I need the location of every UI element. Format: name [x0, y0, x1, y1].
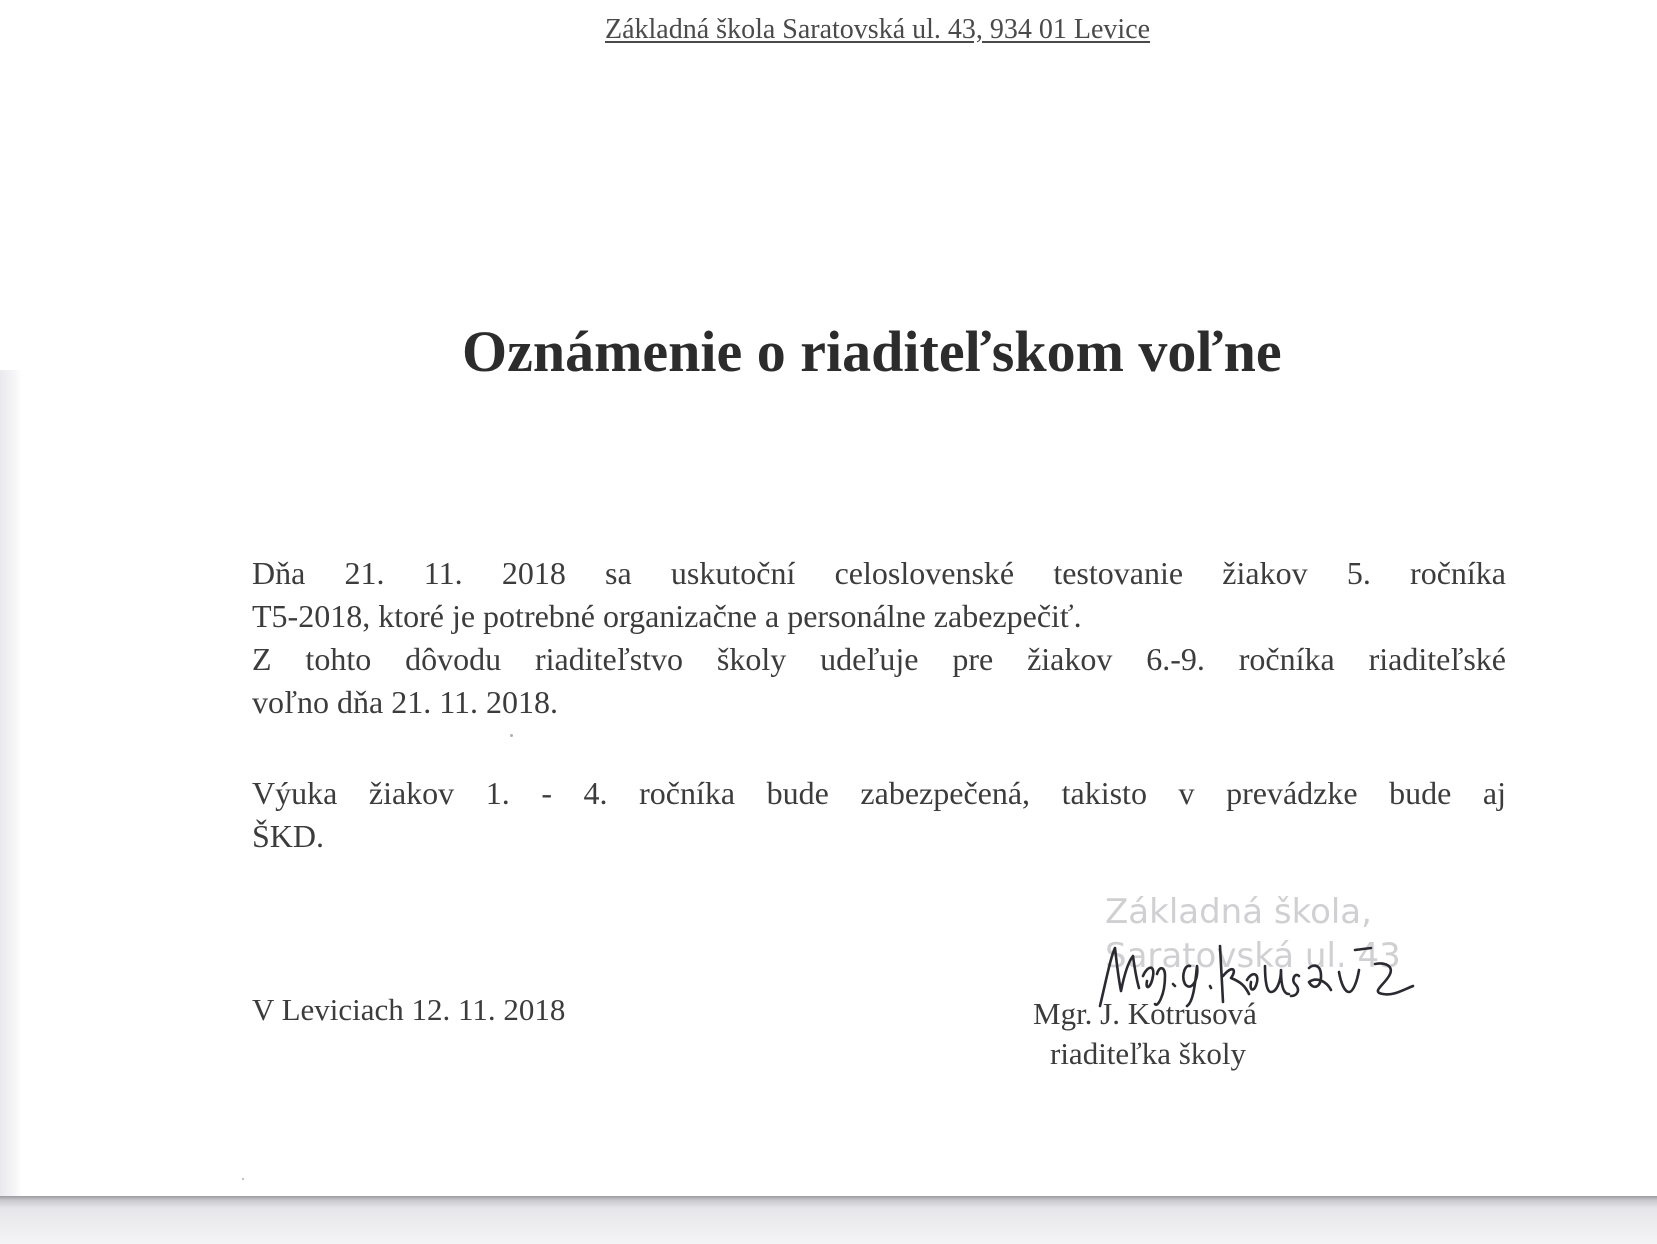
signer-name: Mgr. J. Kotrusová	[1033, 996, 1257, 1031]
signer-role: riaditeľka školy	[1050, 1036, 1246, 1071]
scan-speck	[242, 1178, 244, 1180]
paragraph-line: T5-2018, ktoré je potrebné organizačne a personálne zabezpečiť.	[252, 598, 1082, 634]
paragraph-line: Z tohto dôvodu riaditeľstvo školy udeľuje pre žiakov 6.-9. ročníka riaditeľské	[252, 641, 1506, 677]
stamp-line: Základná škola,	[1105, 892, 1372, 932]
place-and-date: V Leviciach 12. 11. 2018	[252, 992, 566, 1027]
document-title: Oznámenie o riaditeľskom voľne	[462, 319, 1282, 384]
stamp-line: Saratovská ul. 43	[1105, 936, 1401, 976]
paragraph-testing-notice	[252, 552, 1506, 724]
scan-speck	[510, 734, 513, 737]
paragraph-line: voľno dňa 21. 11. 2018.	[252, 684, 559, 720]
paragraph-line: ŠKD.	[252, 818, 325, 854]
school-address-header: Základná škola Saratovská ul. 43, 934 01 Levice	[605, 14, 1151, 45]
scan-bottom-edge	[0, 1196, 1657, 1244]
paragraph-teaching-notice	[252, 772, 1506, 858]
paragraph-line: Dňa 21. 11. 2018 sa uskutoční celoslovenské testovanie žiakov 5. ročníka	[252, 555, 1506, 591]
paragraph-line: Výuka žiakov 1. - 4. ročníka bude zabezpečená, takisto v prevádzke bude aj	[252, 775, 1506, 811]
scan-left-shadow	[0, 370, 22, 1220]
